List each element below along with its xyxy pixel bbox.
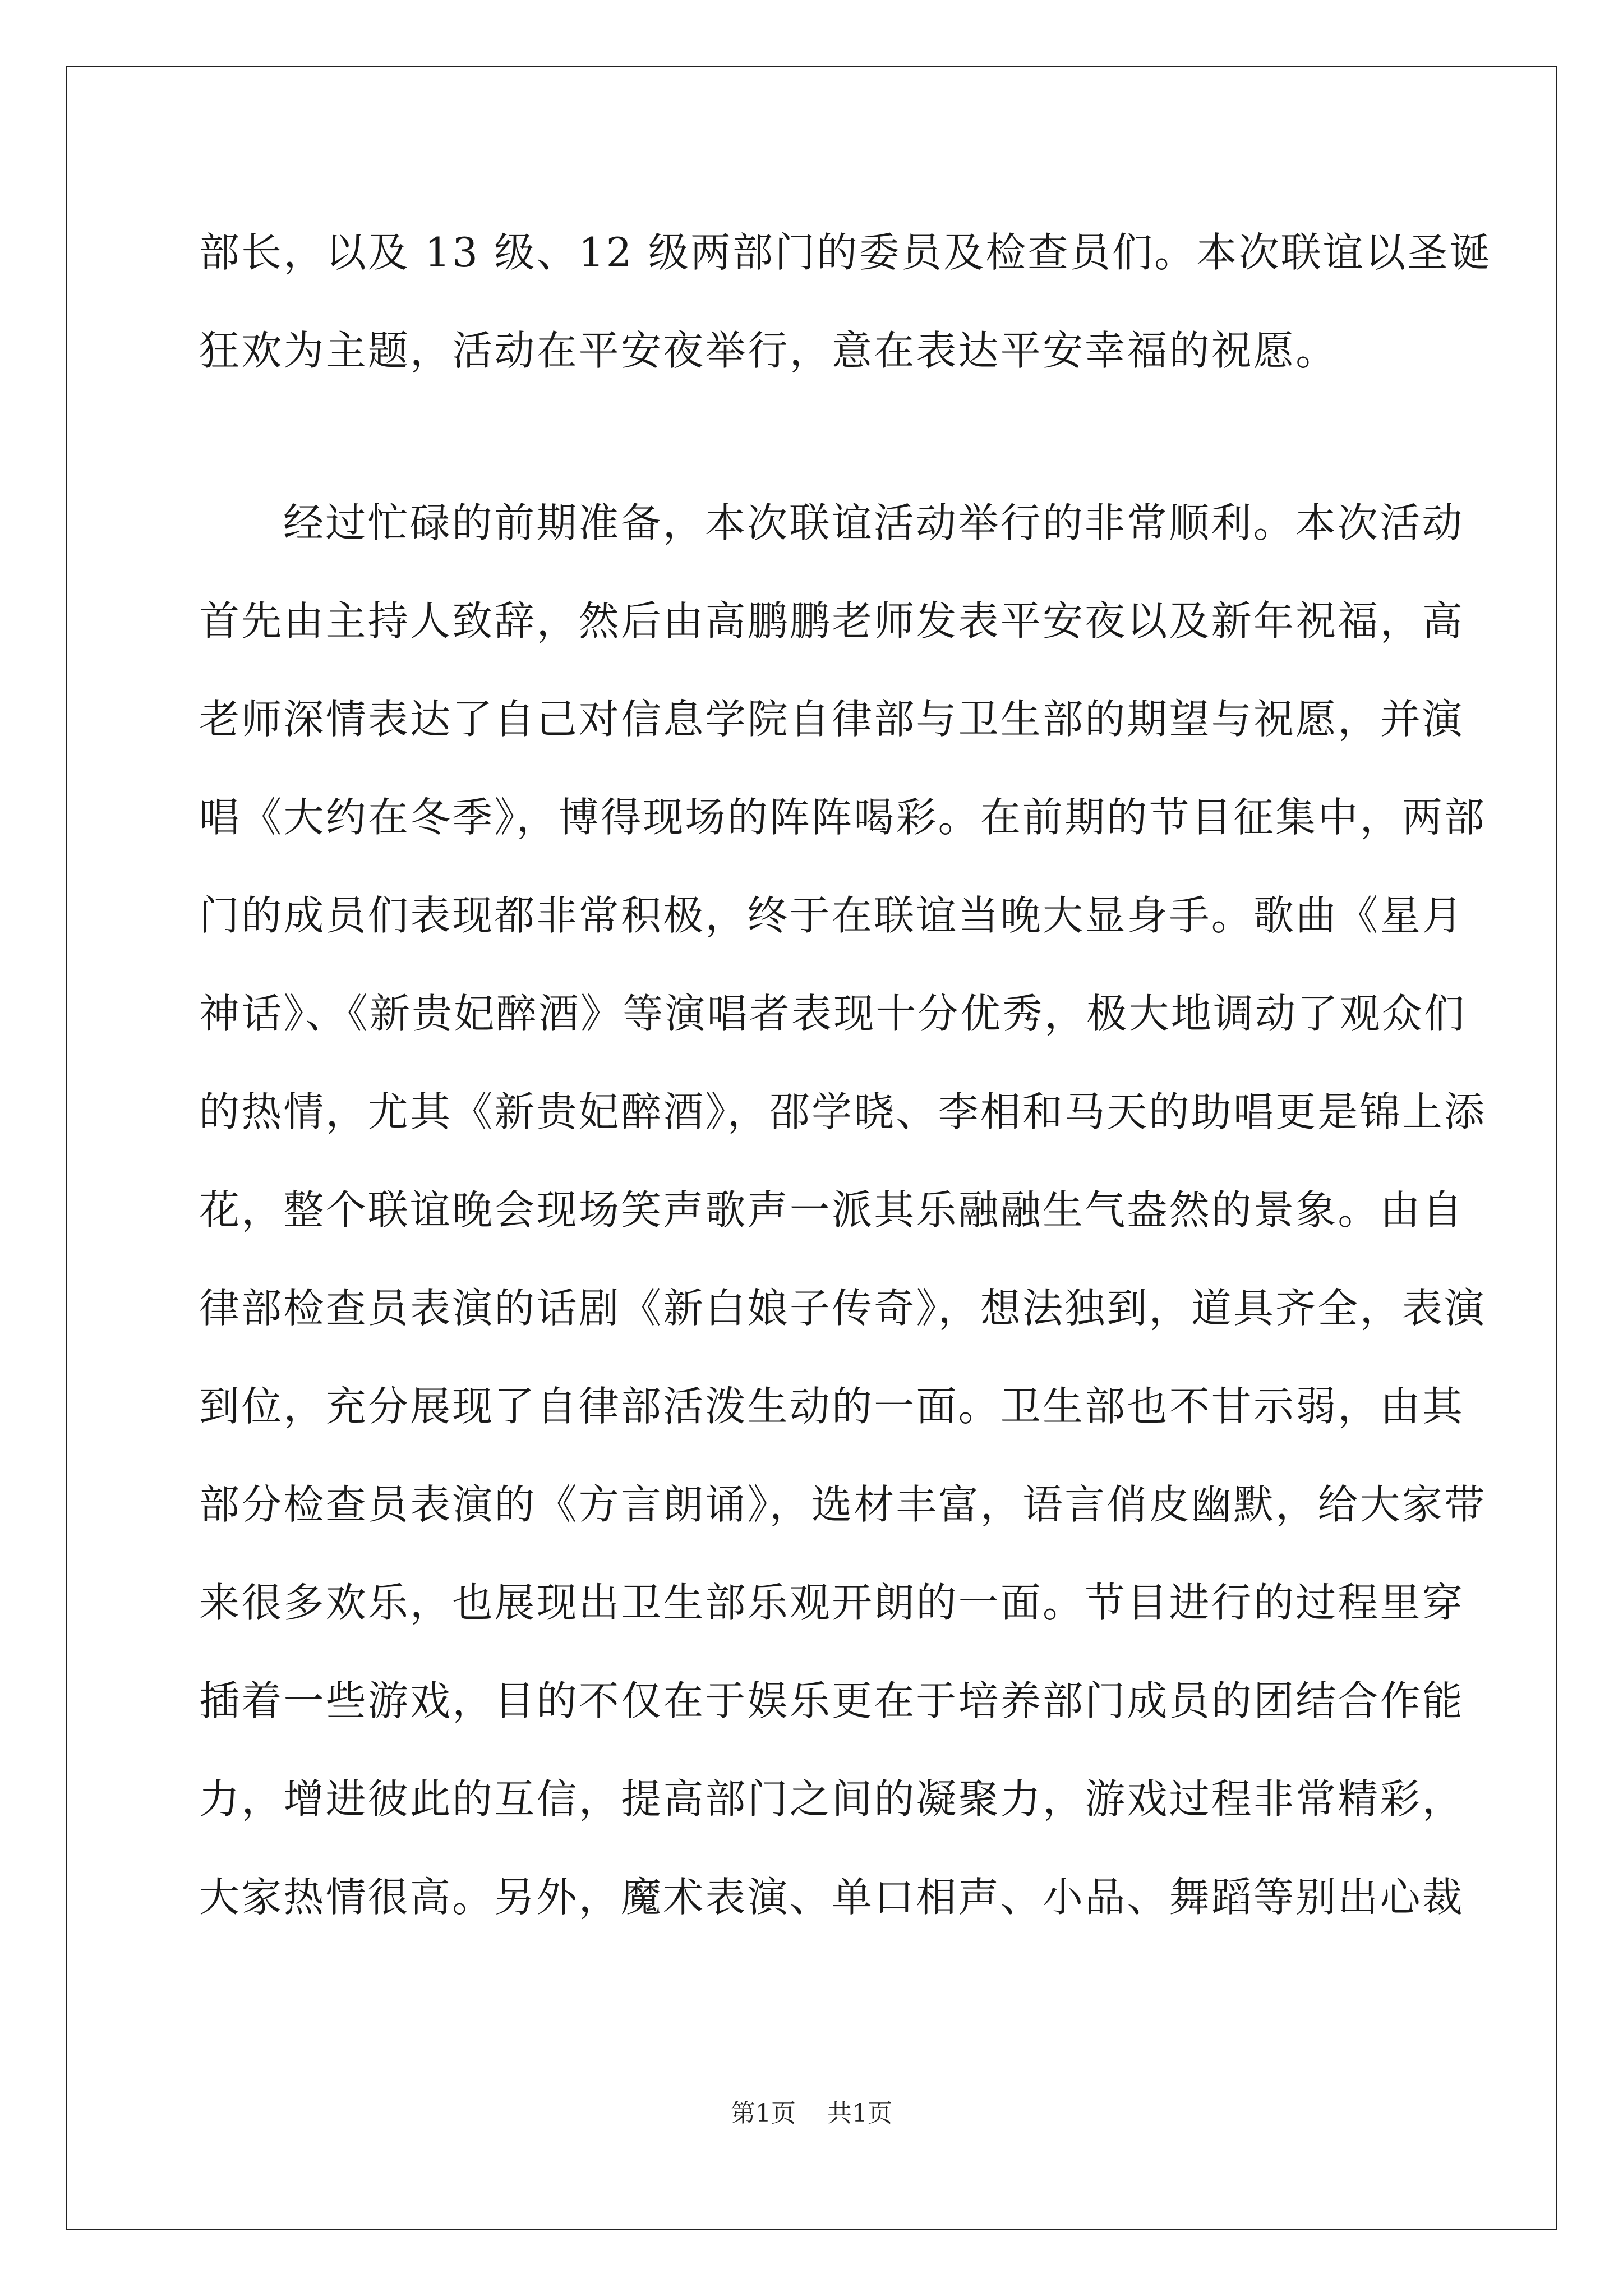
page-footer [0, 2097, 1623, 2131]
text-line: 的热情，尤其《新贵妃醉酒》，邵学晓、李相和马天的助唱更是锦上添 [199, 1088, 1487, 1135]
text-line: 花，整个联谊晚会现场笑声歌声一派其乐融融生气盎然的景象。由自 [199, 1186, 1465, 1234]
paragraph-2 [199, 474, 1487, 1947]
text-line: 狂欢为主题，活动在平安夜举行，意在表达平安幸福的祝愿。 [199, 327, 1338, 374]
text-line: 老师深情表达了自己对信息学院自律部与卫生部的期望与祝愿，并演 [199, 696, 1465, 743]
text-line: 来很多欢乐，也展现出卫生部乐观开朗的一面。节目进行的过程里穿 [199, 1579, 1465, 1626]
text-line: 部长，以及 13 级、12 级两部门的委员及检查员们。本次联谊以圣诞 [199, 229, 1492, 276]
text-line: 到位，充分展现了自律部活泼生动的一面。卫生部也不甘示弱，由其 [199, 1383, 1465, 1430]
text-line: 部分检查员表演的《方言朗诵》，选材丰富，语言俏皮幽默，给大家带 [199, 1481, 1487, 1528]
text-line: 门的成员们表现都非常积极，终于在联谊当晚大显身手。歌曲《星月 [199, 892, 1465, 939]
document-body [199, 204, 1492, 1947]
text-line: 神话》、《新贵妃醉酒》等演唱者表现十分优秀，极大地调动了观众们 [199, 990, 1467, 1037]
text-line: 经过忙碌的前期准备，本次联谊活动举行的非常顺利。本次活动 [283, 499, 1464, 546]
text-line: 大家热情很高。另外，魔术表演、单口相声、小品、舞蹈等别出心裁 [199, 1874, 1465, 1921]
text-line: 力，增进彼此的互信，提高部门之间的凝聚力，游戏过程非常精彩， [199, 1775, 1465, 1823]
text-line: 首先由主持人致辞，然后由高鹏鹏老师发表平安夜以及新年祝福，高 [199, 597, 1465, 645]
text-line: 律部检查员表演的话剧《新白娘子传奇》，想法独到，道具齐全，表演 [199, 1285, 1487, 1332]
page-number: 第1页 [731, 2099, 796, 2128]
page-total: 共1页 [827, 2099, 892, 2128]
text-line: 插着一些游戏，目的不仅在于娱乐更在于培养部门成员的团结合作能 [199, 1677, 1465, 1724]
text-line: 唱《大约在冬季》，博得现场的阵阵喝彩。在前期的节目征集中，两部 [199, 794, 1487, 841]
paragraph-gap [199, 400, 1427, 474]
paragraph-1 [199, 204, 1492, 400]
